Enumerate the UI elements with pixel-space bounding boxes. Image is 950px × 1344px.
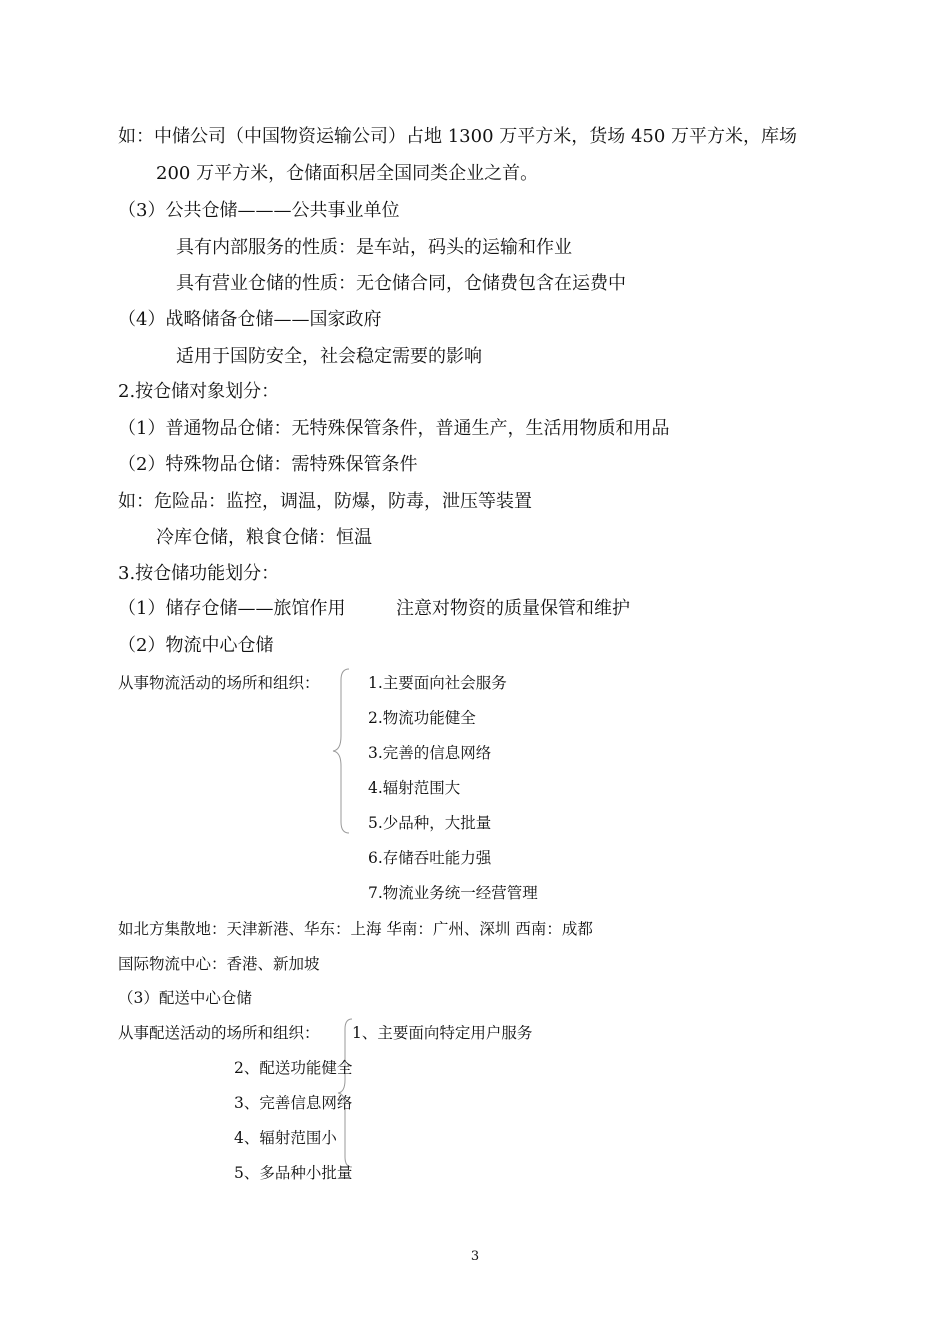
text-line: 注意对物资的质量保管和维护 bbox=[396, 598, 630, 619]
section-heading: （2）物流中心仓储 bbox=[118, 635, 274, 656]
list-item: 4.辐射范围大 bbox=[368, 779, 461, 797]
section-heading: 3.按仓储功能划分： bbox=[118, 563, 280, 584]
list-item: 5、多品种小批量 bbox=[234, 1164, 353, 1182]
section-heading: 2.按仓储对象划分： bbox=[118, 381, 280, 402]
list-item: 2.物流功能健全 bbox=[368, 709, 476, 727]
text-line: 具有营业仓储的性质：无仓储合同，仓储费包含在运费中 bbox=[176, 273, 626, 294]
list-item: 5.少品种，大批量 bbox=[368, 814, 492, 832]
text-line: 冷库仓储，粮食仓储：恒温 bbox=[156, 527, 372, 548]
section-heading: （3）配送中心仓储 bbox=[118, 989, 252, 1007]
list-label: 从事配送活动的场所和组织： bbox=[118, 1024, 320, 1042]
text-line: 国际物流中心：香港、新加坡 bbox=[118, 955, 320, 973]
text-line: （1）储存仓储——旅馆作用 bbox=[118, 598, 346, 619]
list-item: 7.物流业务统一经营管理 bbox=[368, 884, 538, 902]
text-line: 如：中储公司（中国物资运输公司）占地 1300 万平方米，货场 450 万平方米，库场 bbox=[118, 126, 798, 147]
list-item: 4、辐射范围小 bbox=[234, 1129, 337, 1147]
curly-brace bbox=[330, 668, 352, 834]
list-item: 1、主要面向特定用户服务 bbox=[352, 1024, 533, 1042]
section-heading: （3）公共仓储———公共事业单位 bbox=[118, 200, 400, 221]
list-item: 2、配送功能健全 bbox=[234, 1059, 353, 1077]
text-line: 具有内部服务的性质：是车站，码头的运输和作业 bbox=[176, 237, 572, 258]
text-line: （1）普通物品仓储：无特殊保管条件，普通生产，生活用物质和用品 bbox=[118, 418, 670, 439]
page-number: 3 bbox=[470, 1249, 480, 1264]
text-line: 如北方集散地：天津新港、华东：上海 华南：广州、深圳 西南：成都 bbox=[118, 920, 593, 938]
text-line: 如：危险品：监控，调温，防爆，防毒，泄压等装置 bbox=[118, 491, 532, 512]
list-label: 从事物流活动的场所和组织： bbox=[118, 674, 320, 692]
list-item: 6.存储吞吐能力强 bbox=[368, 849, 492, 867]
list-item: 3.完善的信息网络 bbox=[368, 744, 492, 762]
list-item: 1.主要面向社会服务 bbox=[368, 674, 507, 692]
text-line: 200 万平方米，仓储面积居全国同类企业之首。 bbox=[156, 163, 539, 184]
text-line: 适用于国防安全，社会稳定需要的影响 bbox=[176, 346, 482, 367]
section-heading: （4）战略储备仓储——国家政府 bbox=[118, 309, 382, 330]
list-item: 3、完善信息网络 bbox=[234, 1094, 353, 1112]
text-line: （2）特殊物品仓储：需特殊保管条件 bbox=[118, 454, 418, 475]
